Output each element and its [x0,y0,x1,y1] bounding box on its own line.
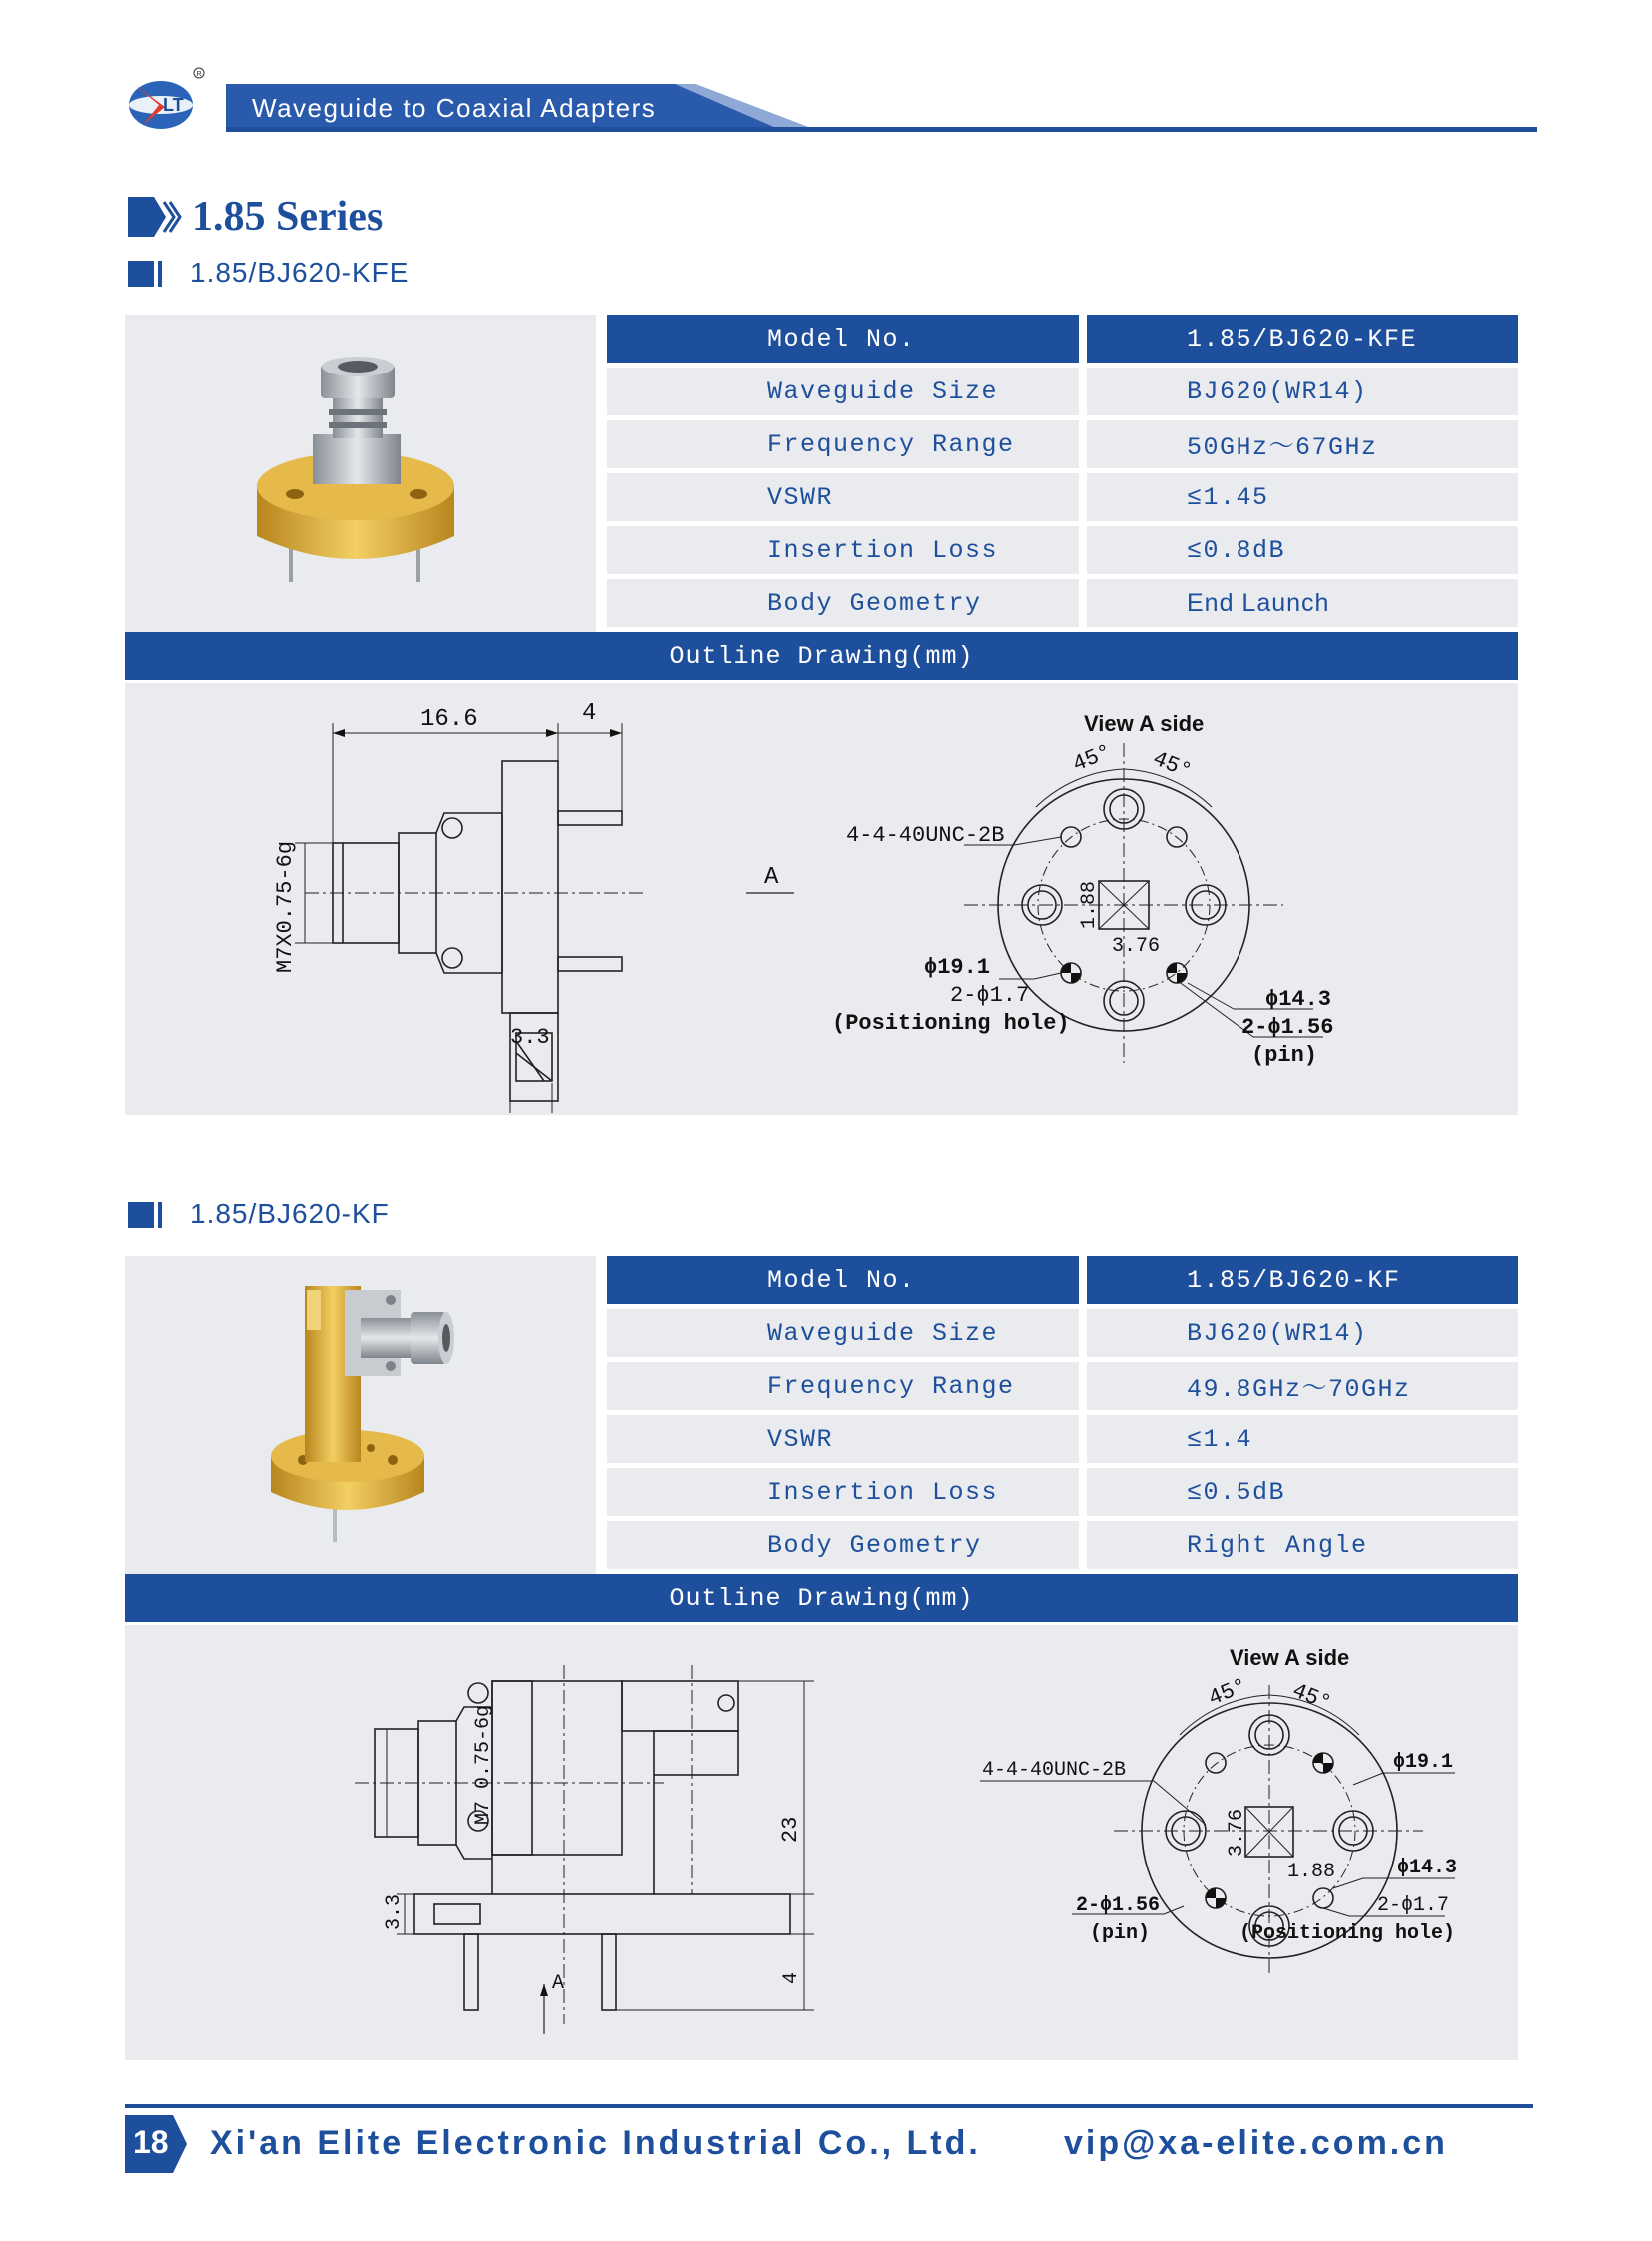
wg-height-label: 1.88 [1287,1861,1336,1883]
section-title: 1.85 Series [192,194,384,240]
wg-width-label: 3.76 [1226,1808,1248,1857]
outline-drawing-band: Outline Drawing(mm) [125,632,1518,680]
thread-label: M7 0.75-6g [472,1704,495,1825]
footer-rule [125,2104,1533,2108]
product-image [125,1256,596,1574]
spec-value: ≤0.8dB [1087,526,1518,574]
pos-hole-note: (Positioning hole) [832,1011,1070,1036]
angle-left-label: 45° [1205,1673,1251,1712]
spec-label: Model No. [607,315,1079,363]
spec-label: Frequency Range [607,1362,1079,1410]
view-title: View A side [1084,711,1205,736]
contact-email[interactable]: vip@xa-elite.com.cn [1064,2124,1448,2162]
spec-value: ≤1.4 [1087,1415,1518,1463]
spec-value: 1.85/BJ620-KF [1087,1256,1518,1304]
spec-value: Right Angle [1087,1521,1518,1569]
wg-width-label: 3.76 [1112,935,1161,958]
page-number: 18 [133,2124,169,2160]
dim-height-label: 23 [778,1816,803,1843]
section-chevron-icon [128,194,182,240]
view-marker: A [764,864,779,891]
spec-label: Frequency Range [607,420,1079,468]
spec-row [607,420,1518,468]
spec-row [607,1415,1518,1463]
outer-diameter-label: ϕ19.1 [1393,1751,1454,1774]
product-title: 1.85/BJ620-KF [190,1198,390,1229]
product-title: 1.85/BJ620-KFE [190,257,410,288]
svg-text:R: R [196,71,202,78]
spec-value: ≤0.5dB [1087,1468,1518,1516]
spec-value: BJ620(WR14) [1087,1309,1518,1357]
angle-right-label: 45° [1288,1678,1335,1717]
wg-height-label: 1.88 [1078,880,1101,929]
spec-row [607,1362,1518,1410]
dim-pin-label: 4 [582,700,597,727]
spec-label: Body Geometry [607,579,1079,627]
bolt-diameter-label: ϕ14.3 [1397,1857,1458,1879]
spec-row [607,1521,1518,1569]
pos-hole-label: 2-ϕ1.7 [950,983,1030,1008]
thread-label: M7X0.75-6g [273,840,298,973]
header-rule [226,127,1537,132]
spec-row [607,579,1518,627]
dim-flange-label: 3.3 [383,1893,406,1930]
spec-label: VSWR [607,1415,1079,1463]
spec-label: Waveguide Size [607,1309,1079,1357]
spec-value: 50GHz～67GHz [1087,420,1518,468]
view-marker: A [552,1972,565,1995]
screw-label: 4-4-40UNC-2B [846,823,1005,848]
screw-label: 4-4-40UNC-2B [982,1759,1127,1782]
spec-row [607,368,1518,415]
pin-label: 2-ϕ1.56 [1241,1015,1334,1040]
outline-drawing [125,683,1518,1115]
dim-length-label: 16.6 [420,706,478,733]
outline-drawing-band: Outline Drawing(mm) [125,1574,1518,1622]
spec-row [607,473,1518,521]
spec-label: VSWR [607,473,1079,521]
dim-pin-label: 4 [780,1971,803,1984]
spec-header-row [607,1256,1518,1304]
angle-right-label: 45° [1149,746,1196,785]
spec-label: Model No. [607,1256,1079,1304]
pos-hole-note: (Positioning hole) [1239,1922,1456,1945]
outline-drawing [125,1625,1518,2060]
outer-diameter-label: ϕ19.1 [924,955,991,980]
spec-value: BJ620(WR14) [1087,368,1518,415]
subsection-bar-icon [128,261,166,287]
subsection-bar-icon [128,1202,166,1228]
spec-header-row [607,315,1518,363]
spec-row [607,526,1518,574]
company-name: Xi'an Elite Electronic Industrial Co., Ltd. [210,2124,981,2162]
view-title: View A side [1230,1645,1350,1670]
angle-left-label: 45° [1069,739,1116,778]
spec-label: Insertion Loss [607,526,1079,574]
pin-note: (pin) [1251,1043,1318,1068]
spec-row [607,1468,1518,1516]
spec-label: Body Geometry [607,1521,1079,1569]
spec-value: ≤1.45 [1087,473,1518,521]
spec-value: 49.8GHz～70GHz [1087,1362,1518,1410]
header-title: Waveguide to Coaxial Adapters [252,93,657,123]
dim-flange-label: 3.3 [510,1025,550,1050]
spec-value: End Launch [1087,579,1518,627]
product-image [125,315,596,632]
pin-label: 2-ϕ1.56 [1076,1894,1161,1917]
company-logo [125,65,205,135]
spec-label: Insertion Loss [607,1468,1079,1516]
bolt-diameter-label: ϕ14.3 [1265,987,1332,1012]
pos-hole-label: 2-ϕ1.7 [1377,1894,1450,1917]
adapter-end-launch-icon [125,315,596,632]
logo-text: LT [163,95,184,115]
spec-value: 1.85/BJ620-KFE [1087,315,1518,363]
spec-label: Waveguide Size [607,368,1079,415]
pin-note: (pin) [1090,1922,1151,1945]
spec-row [607,1309,1518,1357]
adapter-right-angle-icon [125,1256,596,1574]
